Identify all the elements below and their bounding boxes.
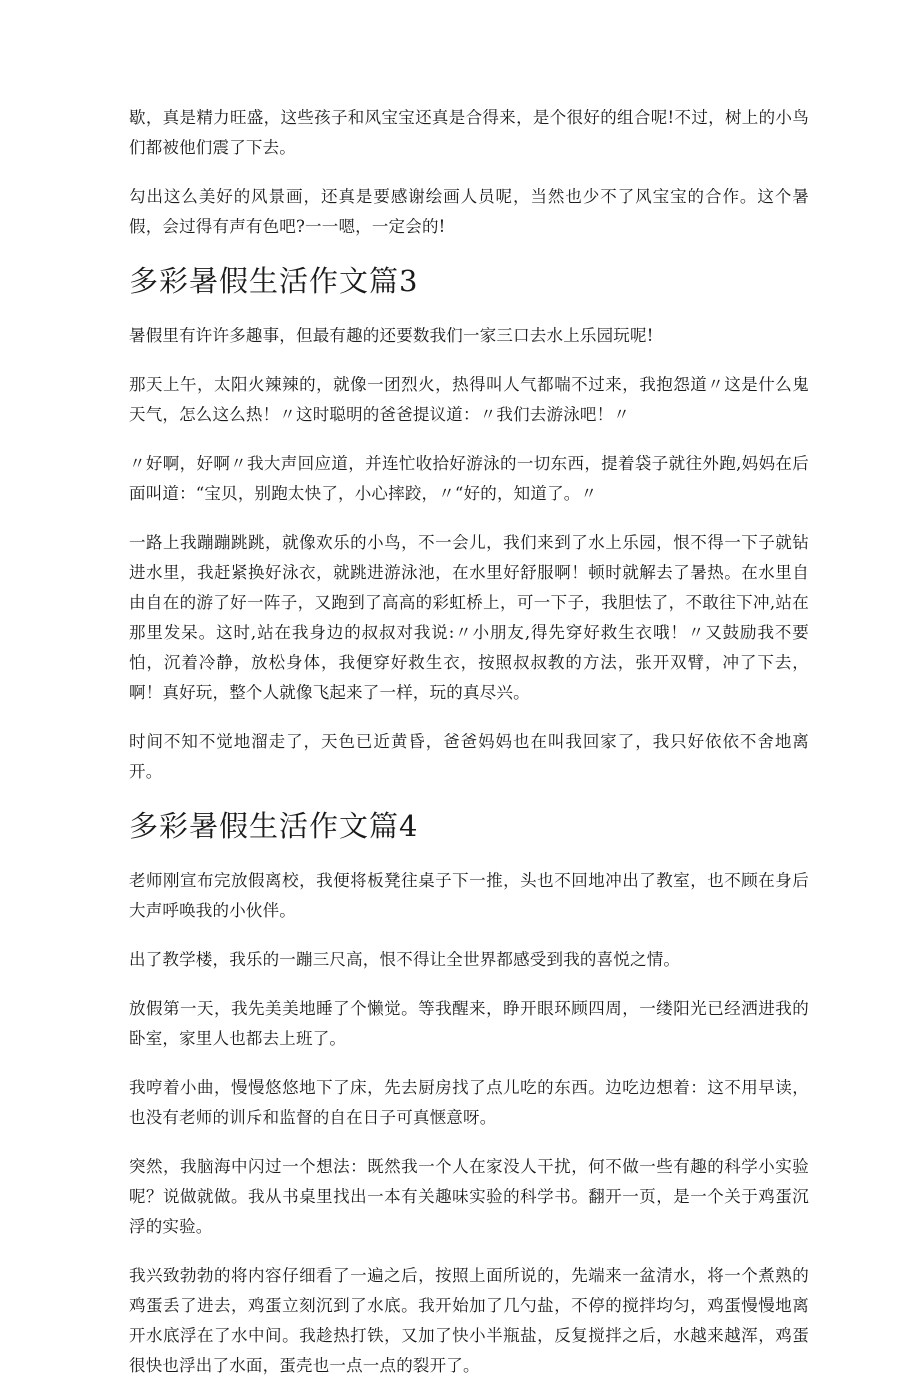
paragraph: 出了教学楼，我乐的一蹦三尺高，恨不得让全世界都感受到我的喜悦之情。 xyxy=(129,950,681,969)
document-page xyxy=(129,103,809,1400)
paragraph: 时间不知不觉地溜走了，天色已近黄昏，爸爸妈妈也在叫我回家了，我只好依依不舍地离开。 xyxy=(129,732,809,781)
section-heading: 多彩暑假生活作文篇3 xyxy=(129,264,419,298)
paragraph: 我哼着小曲，慢慢悠悠地下了床，先去厨房找了点儿吃的东西。边吃边想着：这不用早读，也没有老师的训斥和监督的自在日子可真惬意呀。 xyxy=(129,1078,809,1127)
paragraph: 我兴致勃勃的将内容仔细看了一遍之后，按照上面所说的，先端来一盆清水，将一个煮熟的鸡蛋丢了进去，鸡蛋立刻沉到了水底。我开始加了几勺盐，不停的搅拌均匀，鸡蛋慢慢地离开水底浮在了水中间。我趁热打铁，又加了快小半瓶盐，反复搅拌之后，水越来越浑，鸡蛋很快也浮出了水面，蛋壳也一点一点的裂开了。 xyxy=(129,1266,809,1375)
paragraph: 放假第一天，我先美美地睡了个懒觉。等我醒来，睁开眼环顾四周，一缕阳光已经洒进我的卧室，家里人也都去上班了。 xyxy=(129,999,809,1048)
section-heading: 多彩暑假生活作文篇4 xyxy=(129,809,419,843)
paragraph: 勾出这么美好的风景画，还真是要感谢绘画人员呢，当然也少不了风宝宝的合作。这个暑假，会过得有声有色吧?一一嗯，一定会的! xyxy=(129,187,809,236)
paragraph: 突然，我脑海中闪过一个想法：既然我一个人在家没人干扰，何不做一些有趣的科学小实验呢？说做就做。我从书桌里找出一本有关趣味实验的科学书。翻开一页，是一个关于鸡蛋沉浮的实验。 xyxy=(129,1157,809,1236)
paragraph: 那天上午，太阳火辣辣的，就像一团烈火，热得叫人气都喘不过来，我抱怨道〃这是什么鬼天气，怎么这么热！〃这时聪明的爸爸提议道：〃我们去游泳吧！〃 xyxy=(129,375,809,424)
paragraph: 暑假里有许许多趣事，但最有趣的还要数我们一家三口去水上乐园玩呢! xyxy=(129,326,654,345)
paragraph: 〃好啊，好啊〃我大声回应道，并连忙收拾好游泳的一切东西，提着袋子就往外跑,妈妈在后面叫道：“宝贝，别跑太快了，小心摔跤，〃“好的，知道了。〃 xyxy=(129,454,809,503)
paragraph: 老师刚宣布完放假离校，我便将板凳往桌子下一推，头也不回地冲出了教室，也不顾在身后大声呼唤我的小伙伴。 xyxy=(129,871,809,920)
paragraph: 歇，真是精力旺盛，这些孩子和风宝宝还真是合得来，是个很好的组合呢!不过，树上的小鸟们都被他们震了下去。 xyxy=(129,108,809,157)
paragraph: 一路上我蹦蹦跳跳，就像欢乐的小鸟，不一会儿，我们来到了水上乐园，恨不得一下子就钻进水里，我赶紧换好泳衣，就跳进游泳池，在水里好舒服啊！顿时就解去了暑热。在水里自由自在的游了好一阵子，又跑到了高高的彩虹桥上，可一下子，我胆怯了，不敢往下冲,站在那里发呆。这时,站在我身边的叔叔对我说:〃小朋友,得先穿好救生衣哦！〃又鼓励我不要怕，沉着冷静，放松身体，我便穿好救生衣，按照叔叔教的方法，张开双臂，冲了下去，啊！真好玩，整个人就像飞起来了一样，玩的真尽兴。 xyxy=(129,533,809,702)
